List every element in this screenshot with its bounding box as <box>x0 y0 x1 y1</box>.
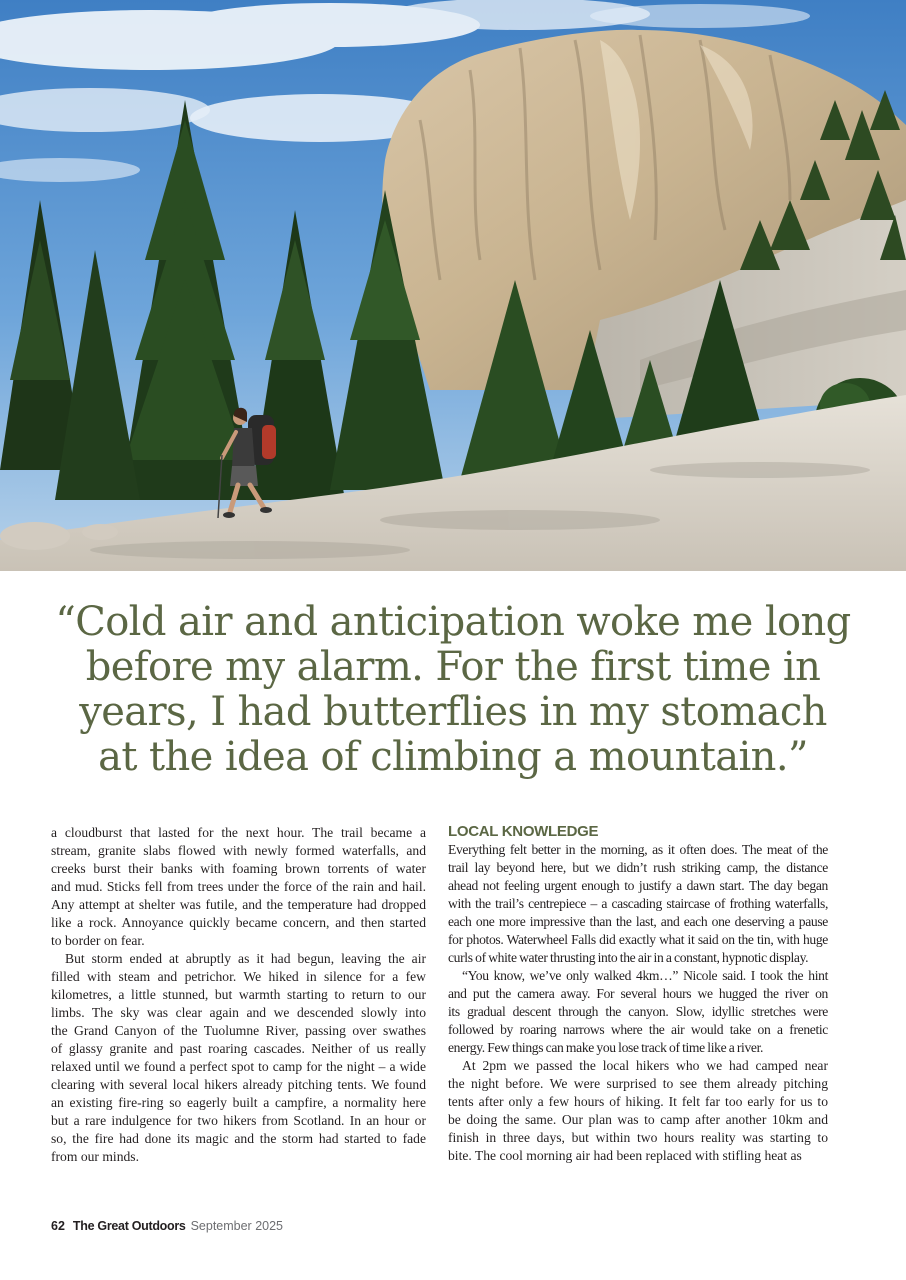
text-line: kilometres, a little stunned, but warmth starting to return to our <box>51 987 426 1002</box>
body-paragraph <box>448 841 828 967</box>
text-line: creeks burst their banks with foaming brown torrents of water <box>51 861 426 876</box>
text-line: and put the camera away. For several hours we hugged the river on <box>448 986 828 1001</box>
hero-photo-illustration <box>0 0 906 571</box>
text-line: limbs. The sky was clear again and we descended slowly into <box>51 1005 426 1020</box>
pull-quote-line: “Cold air and anticipation woke me long <box>55 599 851 645</box>
text-line: finish in three days, but within two hours reality was starting to <box>448 1130 828 1145</box>
text-line: like a rock. Annoyance quickly became concern, and then started <box>51 915 426 930</box>
pull-quote-line: before my alarm. For the first time in <box>85 644 821 690</box>
text-line: clearing with several local hikers already pitching tents. We found <box>51 1077 426 1092</box>
body-paragraph <box>51 824 426 950</box>
body-paragraph <box>448 967 828 1057</box>
text-line: of glassy granite and past roaring cascades. Neither of us really <box>51 1041 426 1056</box>
text-line: Everything felt better in the morning, as it often does. The meat of the <box>448 842 828 857</box>
text-line: At 2pm we passed the local hikers who we had camped near <box>462 1058 828 1073</box>
text-line: relaxed until we found a perfect spot to camp for the night – a wide <box>51 1059 426 1074</box>
pull-quote <box>40 600 866 780</box>
text-line: tents after only a few hours of hiking. It felt far too early for us to <box>448 1094 828 1109</box>
text-line: But storm ended at abruptly as it had begun, leaving the air <box>65 951 426 966</box>
text-line: the Grand Canyon of the Tuolumne River, passing over swathes <box>51 1023 426 1038</box>
text-line: “You know, we’ve only walked 4km…” Nicole said. I took the hint <box>462 968 828 983</box>
section-heading: LOCAL KNOWLEDGE <box>448 823 599 840</box>
text-line: filled with steam and petrichor. We hiked in silence for a few <box>51 969 426 984</box>
text-line: each one more impressive than the last, and each one deserving a pause <box>448 914 828 929</box>
hero-photo <box>0 0 906 571</box>
text-line: Any attempt at shelter was futile, and the temperature had dropped <box>51 897 426 912</box>
text-line: followed by roaring narrows where the air would take on a frenetic <box>448 1022 828 1037</box>
text-line: and mud. Sticks fell from trees under the force of the rain and hail. <box>51 879 426 894</box>
text-line: to border on fear. <box>51 933 145 948</box>
text-line: but a rare indulgence for two hikers from Scotland. In an hour or <box>51 1113 426 1128</box>
body-column-right <box>448 824 828 1165</box>
issue-date: September 2025 <box>190 1219 284 1233</box>
body-paragraph <box>448 1057 828 1165</box>
text-line: curls of white water thrusting into the air in a constant, hypnotic display. <box>448 950 809 965</box>
body-column-left <box>51 824 426 1166</box>
body-paragraph <box>51 950 426 1166</box>
pull-quote-line: years, I had butterflies in my stomach <box>79 689 827 735</box>
text-line: its gradual descent through the canyon. Slow, idyllic stretches were <box>448 1004 828 1019</box>
text-line: ahead not feeling urgent enough to justify a dawn start. The day began <box>448 878 828 893</box>
magazine-title: The Great Outdoors <box>72 1219 186 1233</box>
text-line: so, the fire had done its magic and the storm had started to fade <box>51 1131 426 1146</box>
text-line: an existing fire-ring so eagerly built a campfire, a normality here <box>51 1095 426 1110</box>
text-line: bite. The cool morning air had been replaced with stifling heat as <box>448 1148 802 1163</box>
text-line: the night before. We were surprised to see them already pitching <box>448 1076 828 1091</box>
page-number: 62 <box>51 1219 65 1233</box>
page-footer <box>51 1219 283 1233</box>
text-line: trail lay beyond here, but we didn’t rush striking camp, the distance <box>448 860 828 875</box>
text-line: a cloudburst that lasted for the next hour. The trail became a <box>51 825 426 840</box>
text-line: with the trail’s centrepiece – a cascading staircase of frothing waterfalls, <box>448 896 828 911</box>
text-line: from our minds. <box>51 1149 139 1164</box>
text-line: energy. Few things can make you lose track of time like a river. <box>448 1040 764 1055</box>
text-line: be doing the same. Our plan was to camp after another 10km and <box>448 1112 828 1127</box>
pull-quote-line: at the idea of climbing a mountain.” <box>98 734 808 780</box>
text-line: for photos. Waterwheel Falls did exactly what it said on the tin, with huge <box>448 932 828 947</box>
text-line: stream, granite slabs flowed with newly formed waterfalls, and <box>51 843 426 858</box>
